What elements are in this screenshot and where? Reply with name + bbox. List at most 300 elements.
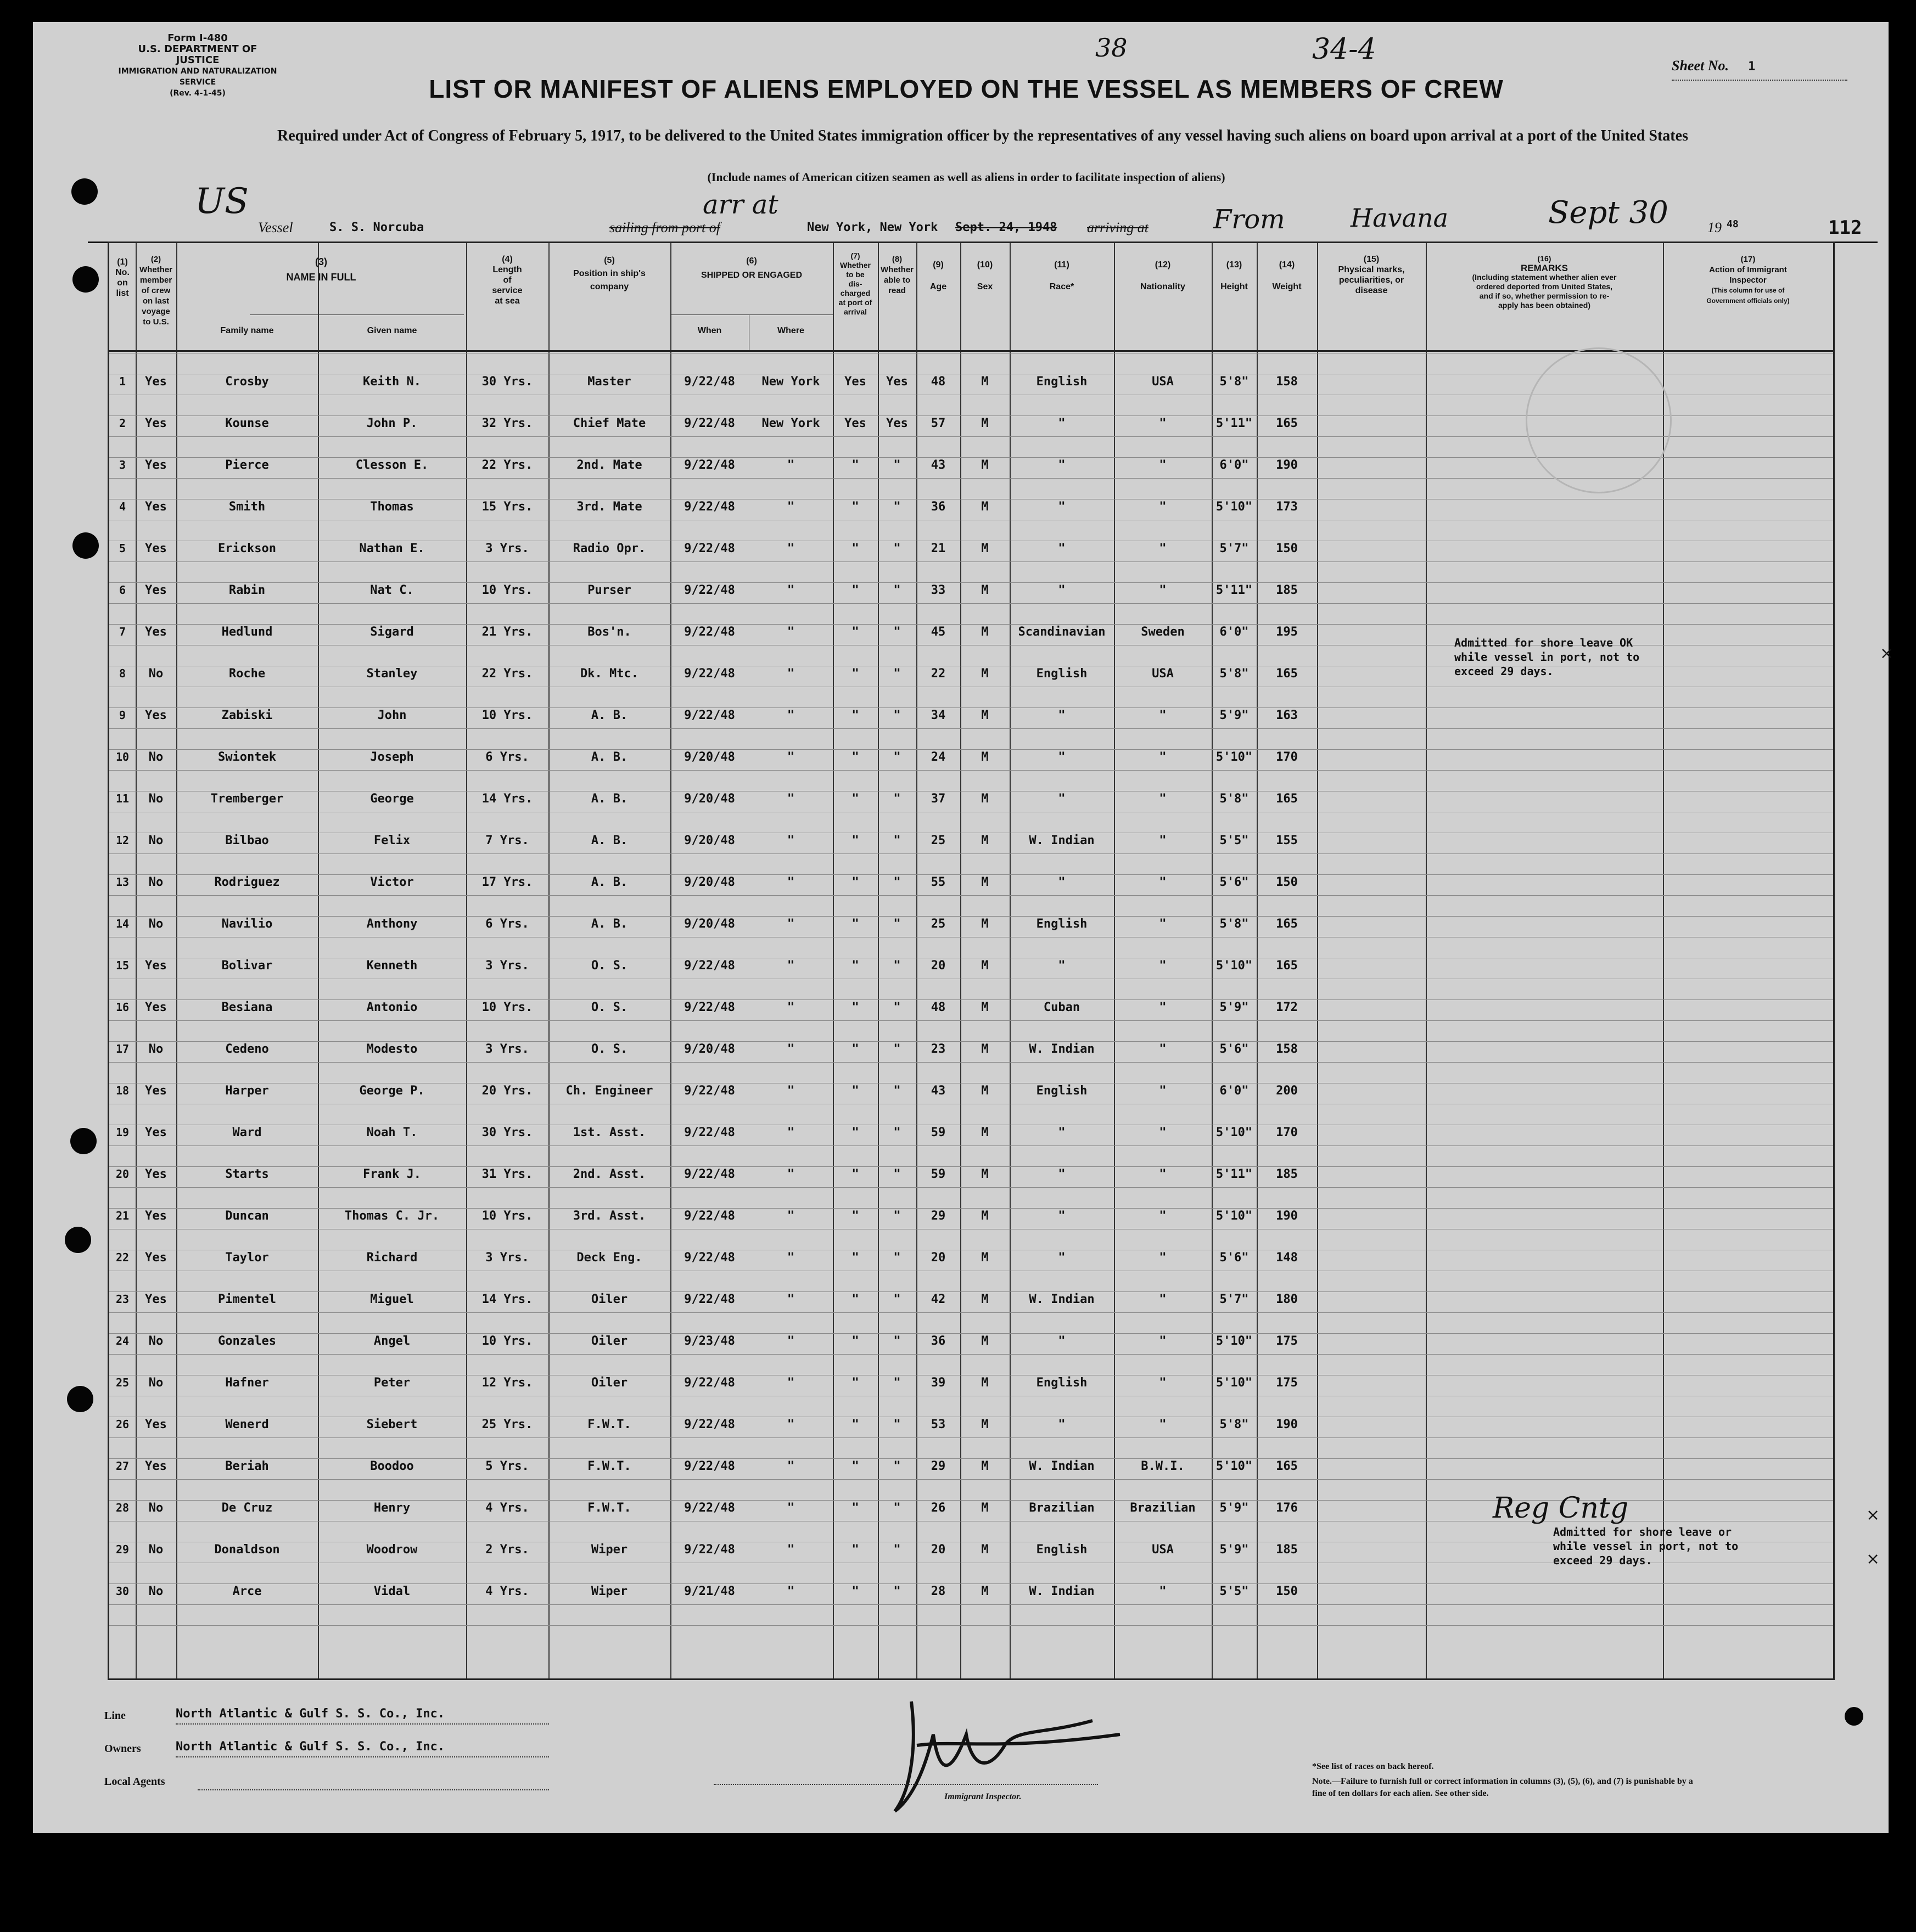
cell-age: 22	[931, 667, 946, 681]
cell-sex: M	[981, 1209, 989, 1223]
cell-position: 2nd. Mate	[576, 458, 642, 472]
cell-position: F.W.T.	[587, 1501, 631, 1515]
cell-height: 6'0"	[1219, 1084, 1249, 1098]
cell-position: 1st. Asst.	[573, 1126, 646, 1139]
cell-able-read: "	[893, 1334, 901, 1348]
owners-label: Owners	[104, 1743, 141, 1755]
cell-position: Master	[587, 375, 631, 389]
cell-race: "	[1058, 458, 1066, 472]
check-mark: ×	[1866, 1506, 1880, 1525]
cell-crew-last-voyage: Yes	[145, 542, 167, 555]
cell-able-read: "	[893, 1001, 901, 1014]
cell-given-name: Victor	[370, 875, 414, 889]
ruled-line	[109, 1604, 1833, 1605]
cell-able-read: "	[893, 542, 901, 555]
cell-family-name: Smith	[228, 500, 266, 514]
header-position: (5) Position in ship's company	[573, 256, 646, 291]
cell-shipped-where: "	[787, 1126, 795, 1139]
cell-shipped-where: "	[787, 1293, 795, 1306]
cell-age: 34	[931, 709, 946, 722]
header-sex: (10) Sex	[977, 260, 993, 291]
cell-crew-last-voyage: Yes	[145, 1418, 167, 1431]
cell-crew-last-voyage: Yes	[145, 1084, 167, 1098]
cell-length-service: 15 Yrs.	[481, 500, 533, 514]
cell-race: "	[1058, 1209, 1066, 1223]
cell-age: 28	[931, 1585, 946, 1598]
cell-shipped-when: 9/23/48	[684, 1334, 735, 1348]
handwritten-arrival-port: Havana	[1351, 203, 1449, 233]
cell-list-no: 10	[115, 750, 130, 763]
punch-hole	[67, 1386, 93, 1412]
cell-position: Chief Mate	[573, 417, 646, 430]
cell-shipped-where: "	[787, 1209, 795, 1223]
cell-able-read: "	[893, 917, 901, 931]
cell-weight: 165	[1276, 417, 1298, 430]
cell-weight: 170	[1276, 750, 1298, 764]
ruled-line	[109, 874, 1833, 875]
cell-height: 5'5"	[1219, 1585, 1249, 1598]
cell-shipped-when: 9/20/48	[684, 750, 735, 764]
cell-shipped-when: 9/22/48	[684, 1126, 735, 1139]
cell-given-name: Thomas C. Jr.	[344, 1209, 440, 1223]
header-name-in-full: (3) NAME IN FULL	[286, 256, 356, 283]
cell-list-no: 18	[115, 1084, 130, 1097]
ruled-line	[109, 561, 1833, 562]
cell-list-no: 9	[119, 709, 126, 722]
cell-list-no: 29	[115, 1543, 130, 1556]
header-able-read: (8) Whether able to read	[881, 255, 914, 295]
cell-shipped-where: "	[787, 583, 795, 597]
header-when: When	[697, 326, 722, 335]
stamp-seal	[1526, 347, 1672, 493]
cell-weight: 155	[1276, 834, 1298, 847]
cell-length-service: 22 Yrs.	[481, 667, 533, 681]
cell-able-read: "	[893, 583, 901, 597]
cell-shipped-where: "	[787, 1084, 795, 1098]
cell-length-service: 17 Yrs.	[481, 875, 533, 889]
cell-position: 3rd. Mate	[576, 500, 642, 514]
cell-family-name: Rabin	[228, 583, 266, 597]
cell-position: Oiler	[591, 1334, 628, 1348]
cell-given-name: Angel	[373, 1334, 411, 1348]
cell-age: 43	[931, 1084, 946, 1098]
cell-shipped-when: 9/22/48	[684, 1418, 735, 1431]
punch-hole	[72, 266, 99, 293]
cell-able-read: "	[893, 1376, 901, 1390]
ruled-line	[109, 1583, 1833, 1584]
cell-family-name: Roche	[228, 667, 266, 681]
cell-list-no: 20	[115, 1167, 130, 1181]
cell-nationality: "	[1159, 458, 1167, 472]
cell-age: 20	[931, 1543, 946, 1557]
cell-age: 29	[931, 1209, 946, 1223]
cell-nationality: "	[1159, 542, 1167, 555]
cell-able-read: "	[893, 1126, 901, 1139]
cell-list-no: 4	[119, 500, 126, 513]
ruled-line	[109, 853, 1833, 854]
cell-nationality: "	[1159, 792, 1167, 806]
ruled-line	[109, 770, 1833, 771]
ruled-line	[109, 1333, 1833, 1334]
cell-list-no: 7	[119, 625, 126, 638]
cell-race: W. Indian	[1029, 834, 1095, 847]
cell-height: 5'10"	[1215, 1376, 1253, 1390]
cell-nationality: B.W.I.	[1141, 1459, 1185, 1473]
cell-race: English	[1036, 1543, 1088, 1557]
cell-nationality: "	[1159, 1042, 1167, 1056]
cell-length-service: 6 Yrs.	[485, 750, 529, 764]
ruled-line	[109, 916, 1833, 917]
cell-height: 5'10"	[1215, 1126, 1253, 1139]
cell-family-name: Wenerd	[225, 1418, 269, 1431]
cell-family-name: Starts	[225, 1167, 269, 1181]
cell-sex: M	[981, 1501, 989, 1515]
cell-position: O. S.	[591, 1042, 628, 1056]
cell-discharged: Yes	[844, 417, 866, 430]
cell-shipped-when: 9/22/48	[684, 1293, 735, 1306]
ruled-line	[109, 1145, 1833, 1146]
cell-sex: M	[981, 1167, 989, 1181]
cell-shipped-where: "	[787, 1042, 795, 1056]
cell-shipped-when: 9/22/48	[684, 959, 735, 973]
cell-crew-last-voyage: Yes	[145, 1167, 167, 1181]
cell-family-name: De Cruz	[221, 1501, 273, 1515]
cell-height: 5'6"	[1219, 1251, 1249, 1265]
cell-shipped-when: 9/20/48	[684, 875, 735, 889]
cell-crew-last-voyage: No	[148, 1042, 164, 1056]
cell-nationality: "	[1159, 1209, 1167, 1223]
cell-length-service: 10 Yrs.	[481, 1001, 533, 1014]
ruled-line	[109, 895, 1833, 896]
cell-shipped-where: New York	[761, 375, 820, 389]
cell-shipped-where: "	[787, 1376, 795, 1390]
cell-age: 53	[931, 1418, 946, 1431]
cell-position: A. B.	[591, 709, 628, 722]
cell-crew-last-voyage: No	[148, 1334, 164, 1348]
cell-weight: 190	[1276, 1418, 1298, 1431]
cell-list-no: 22	[115, 1251, 130, 1264]
cell-length-service: 10 Yrs.	[481, 1209, 533, 1223]
ruled-line	[109, 707, 1833, 708]
cell-discharged: "	[851, 1167, 859, 1181]
header-nationality: (12) Nationality	[1140, 260, 1185, 291]
cell-nationality: "	[1159, 1376, 1167, 1390]
cell-able-read: "	[893, 1585, 901, 1598]
cell-sex: M	[981, 1543, 989, 1557]
cell-age: 43	[931, 458, 946, 472]
manifest-sheet	[33, 22, 1894, 1833]
cell-family-name: Cedeno	[225, 1042, 269, 1056]
sailing-label: sailing from port of	[609, 220, 721, 235]
cell-length-service: 2 Yrs.	[485, 1543, 529, 1557]
cell-weight: 172	[1276, 1001, 1298, 1014]
cell-crew-last-voyage: Yes	[145, 709, 167, 722]
cell-given-name: Vidal	[373, 1585, 411, 1598]
cell-list-no: 28	[115, 1501, 130, 1514]
cell-weight: 190	[1276, 458, 1298, 472]
cell-age: 42	[931, 1293, 946, 1306]
cell-age: 37	[931, 792, 946, 806]
cell-crew-last-voyage: No	[148, 917, 164, 931]
cell-able-read: "	[893, 1543, 901, 1557]
cell-length-service: 14 Yrs.	[481, 792, 533, 806]
cell-shipped-when: 9/22/48	[684, 1543, 735, 1557]
cell-crew-last-voyage: Yes	[145, 583, 167, 597]
cell-list-no: 11	[115, 792, 130, 805]
cell-shipped-when: 9/22/48	[684, 1376, 735, 1390]
cell-race: English	[1036, 667, 1088, 681]
cell-nationality: "	[1159, 834, 1167, 847]
line-label: Line	[104, 1710, 126, 1722]
cell-height: 6'0"	[1219, 625, 1249, 639]
cell-height: 5'7"	[1219, 1293, 1249, 1306]
cell-height: 5'10"	[1215, 500, 1253, 514]
sheet-value: 1	[1748, 60, 1756, 74]
inspector-label: Immigrant Inspector.	[944, 1792, 1022, 1801]
cell-shipped-where: "	[787, 1001, 795, 1014]
cell-weight: 150	[1276, 875, 1298, 889]
cell-race: "	[1058, 542, 1066, 555]
cell-family-name: Arce	[232, 1585, 262, 1598]
cell-length-service: 3 Yrs.	[485, 542, 529, 555]
cell-length-service: 14 Yrs.	[481, 1293, 533, 1306]
cell-sex: M	[981, 1376, 989, 1390]
cell-race: "	[1058, 875, 1066, 889]
cell-height: 6'0"	[1219, 458, 1249, 472]
cell-length-service: 5 Yrs.	[485, 1459, 529, 1473]
cell-age: 25	[931, 834, 946, 847]
cell-nationality: "	[1159, 917, 1167, 931]
cell-weight: 165	[1276, 959, 1298, 973]
cell-given-name: Richard	[366, 1251, 418, 1265]
cell-position: 3rd. Asst.	[573, 1209, 646, 1223]
cell-discharged: "	[851, 1376, 859, 1390]
cell-sex: M	[981, 1585, 989, 1598]
cell-height: 5'9"	[1219, 709, 1249, 722]
cell-race: "	[1058, 500, 1066, 514]
cell-given-name: Frank J.	[363, 1167, 421, 1181]
header-list-no: (1) No. on list	[115, 257, 130, 298]
cell-race: W. Indian	[1029, 1293, 1095, 1306]
cell-discharged: "	[851, 667, 859, 681]
cell-given-name: Peter	[373, 1376, 411, 1390]
cell-length-service: 3 Yrs.	[485, 1042, 529, 1056]
cell-sex: M	[981, 792, 989, 806]
cell-discharged: "	[851, 458, 859, 472]
cell-length-service: 10 Yrs.	[481, 583, 533, 597]
local-agents-label: Local Agents	[104, 1776, 165, 1788]
cell-given-name: Modesto	[366, 1042, 418, 1056]
cell-shipped-when: 9/22/48	[684, 417, 735, 430]
cell-weight: 175	[1276, 1376, 1298, 1390]
cell-given-name: Boodoo	[370, 1459, 414, 1473]
cell-position: Oiler	[591, 1376, 628, 1390]
cell-given-name: Antonio	[366, 1001, 418, 1014]
cell-family-name: Kounse	[225, 417, 269, 430]
cell-shipped-where: "	[787, 750, 795, 764]
cell-crew-last-voyage: No	[148, 1501, 164, 1515]
ruled-line	[109, 1312, 1833, 1313]
cell-family-name: Hedlund	[221, 625, 273, 639]
cell-race: W. Indian	[1029, 1459, 1095, 1473]
cell-able-read: "	[893, 1459, 901, 1473]
cell-sex: M	[981, 709, 989, 722]
cell-sex: M	[981, 375, 989, 389]
cell-shipped-when: 9/22/48	[684, 1167, 735, 1181]
cell-age: 59	[931, 1126, 946, 1139]
cell-discharged: "	[851, 1042, 859, 1056]
cell-family-name: Gonzales	[218, 1334, 276, 1348]
cell-able-read: "	[893, 500, 901, 514]
cell-race: Scandinavian	[1018, 625, 1106, 639]
cell-discharged: "	[851, 1334, 859, 1348]
cell-given-name: Nathan E.	[359, 542, 425, 555]
remark-row-28: Admitted for shore leave or while vessel in port, not to exceed 29 days.	[1553, 1525, 1739, 1567]
cell-position: Deck Eng.	[576, 1251, 642, 1265]
cell-discharged: "	[851, 583, 859, 597]
cell-shipped-where: "	[787, 1459, 795, 1473]
punch-hole	[1845, 1707, 1863, 1726]
cell-race: "	[1058, 1251, 1066, 1265]
cell-sex: M	[981, 1334, 989, 1348]
cell-shipped-when: 9/22/48	[684, 1501, 735, 1515]
cell-position: Ch. Engineer	[565, 1084, 653, 1098]
cell-crew-last-voyage: Yes	[145, 1126, 167, 1139]
cell-nationality: "	[1159, 1126, 1167, 1139]
arriving-label: arriving at	[1087, 220, 1149, 235]
cell-able-read: "	[893, 1418, 901, 1431]
check-mark: ×	[1866, 1549, 1880, 1569]
cell-height: 5'10"	[1215, 959, 1253, 973]
cell-given-name: George	[370, 792, 414, 806]
cell-family-name: Duncan	[225, 1209, 269, 1223]
cell-shipped-where: "	[787, 959, 795, 973]
cell-weight: 150	[1276, 1585, 1298, 1598]
inspector-signature	[834, 1669, 1142, 1828]
ruled-line	[109, 1187, 1833, 1188]
cell-length-service: 4 Yrs.	[485, 1585, 529, 1598]
cell-family-name: Swiontek	[218, 750, 276, 764]
cell-crew-last-voyage: No	[148, 792, 164, 806]
cell-sex: M	[981, 875, 989, 889]
page-subtitle: Required under Act of Congress of February 5, 1917, to be delivered to the United States immigration officer by the representatives of any vessel having such aliens on board upon arrival at a port of the United States	[277, 127, 1688, 144]
cell-crew-last-voyage: No	[148, 875, 164, 889]
cell-shipped-when: 9/22/48	[684, 458, 735, 472]
cell-race: "	[1058, 750, 1066, 764]
cell-shipped-when: 9/22/48	[684, 375, 735, 389]
punch-hole	[71, 178, 98, 205]
cell-nationality: Brazilian	[1130, 1501, 1196, 1515]
cell-weight: 173	[1276, 500, 1298, 514]
cell-age: 39	[931, 1376, 946, 1390]
cell-able-read: "	[893, 1293, 901, 1306]
cell-crew-last-voyage: No	[148, 1543, 164, 1557]
cell-sex: M	[981, 458, 989, 472]
cell-list-no: 3	[119, 458, 126, 471]
cell-sex: M	[981, 1251, 989, 1265]
cell-shipped-where: "	[787, 625, 795, 639]
cell-nationality: "	[1159, 1585, 1167, 1598]
cell-shipped-when: 9/22/48	[684, 1251, 735, 1265]
cell-age: 59	[931, 1167, 946, 1181]
ruled-line	[109, 999, 1833, 1000]
cell-height: 5'10"	[1215, 1209, 1253, 1223]
form-revision: (Rev. 4-1-45)	[170, 89, 226, 98]
cell-list-no: 27	[115, 1459, 130, 1473]
cell-list-no: 2	[119, 417, 126, 430]
page-number: 112	[1828, 217, 1862, 239]
cell-able-read: "	[893, 458, 901, 472]
cell-position: O. S.	[591, 1001, 628, 1014]
cell-weight: 176	[1276, 1501, 1298, 1515]
cell-crew-last-voyage: Yes	[145, 625, 167, 639]
cell-race: "	[1058, 417, 1066, 430]
cell-position: F.W.T.	[587, 1459, 631, 1473]
cell-sex: M	[981, 1293, 989, 1306]
cell-position: Oiler	[591, 1293, 628, 1306]
punch-hole	[70, 1128, 97, 1154]
cell-nationality: "	[1159, 583, 1167, 597]
cell-discharged: "	[851, 500, 859, 514]
cell-height: 5'8"	[1219, 917, 1249, 931]
cell-family-name: Besiana	[221, 1001, 273, 1014]
local-agents-field	[198, 1773, 549, 1790]
cell-height: 5'6"	[1219, 875, 1249, 889]
cell-sex: M	[981, 750, 989, 764]
cell-length-service: 3 Yrs.	[485, 959, 529, 973]
header-height: (13) Height	[1220, 260, 1248, 291]
cell-able-read: "	[893, 792, 901, 806]
cell-age: 57	[931, 417, 946, 430]
cell-sex: M	[981, 834, 989, 847]
header-family-name: Family name	[220, 326, 274, 335]
cell-able-read: Yes	[886, 417, 908, 430]
header-remarks: (16) REMARKS (Including statement whether alien ever ordered deported from United States, and if so, whether permission to re- apply has been obtained)	[1472, 254, 1617, 310]
cell-nationality: "	[1159, 875, 1167, 889]
cell-shipped-when: 9/20/48	[684, 917, 735, 931]
cell-shipped-where: "	[787, 917, 795, 931]
cell-shipped-where: "	[787, 1251, 795, 1265]
cell-shipped-when: 9/22/48	[684, 667, 735, 681]
cell-crew-last-voyage: No	[148, 834, 164, 847]
cell-family-name: Pierce	[225, 458, 269, 472]
cell-race: "	[1058, 1334, 1066, 1348]
cell-height: 5'11"	[1215, 417, 1253, 430]
line-value: North Atlantic & Gulf S. S. Co., Inc.	[176, 1707, 445, 1721]
cell-given-name: Clesson E.	[355, 458, 429, 472]
header-weight: (14) Weight	[1272, 260, 1302, 291]
cell-crew-last-voyage: No	[148, 1376, 164, 1390]
cell-nationality: "	[1159, 1001, 1167, 1014]
cell-position: Wiper	[591, 1543, 628, 1557]
handwritten-arrival-date: Sept 30	[1548, 195, 1668, 231]
cell-length-service: 21 Yrs.	[481, 625, 533, 639]
cell-sex: M	[981, 959, 989, 973]
cell-nationality: "	[1159, 500, 1167, 514]
cell-able-read: "	[893, 1167, 901, 1181]
cell-race: Brazilian	[1029, 1501, 1095, 1515]
cell-able-read: "	[893, 1251, 901, 1265]
cell-given-name: Thomas	[370, 500, 414, 514]
sailing-date: Sept. 24, 1948	[955, 221, 1057, 234]
cell-crew-last-voyage: Yes	[145, 375, 167, 389]
header-age: (9) Age	[929, 260, 947, 291]
cell-discharged: "	[851, 1293, 859, 1306]
cell-weight: 180	[1276, 1293, 1298, 1306]
cell-height: 5'5"	[1219, 834, 1249, 847]
cell-able-read: "	[893, 709, 901, 722]
cell-shipped-when: 9/22/48	[684, 583, 735, 597]
